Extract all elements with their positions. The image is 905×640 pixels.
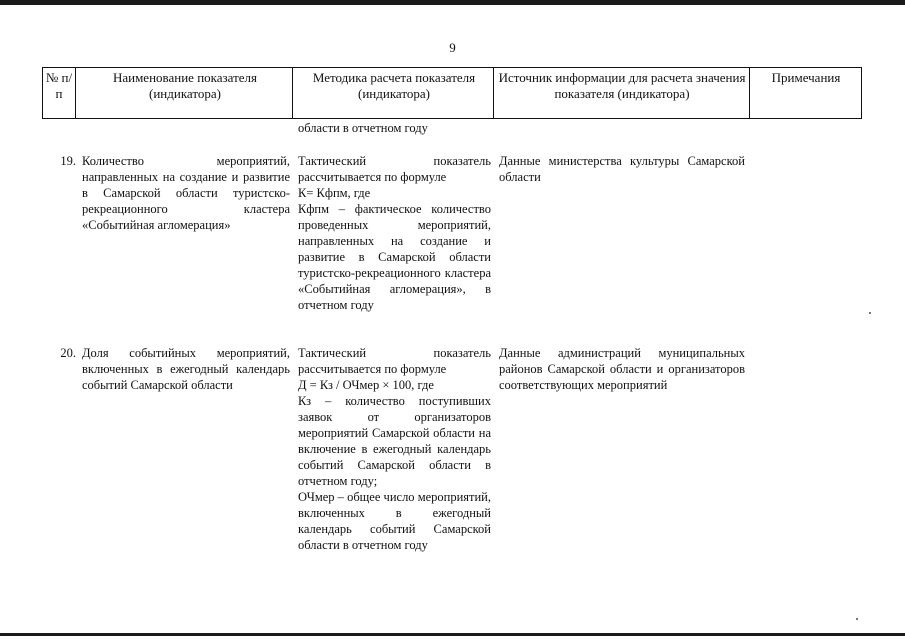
header-divider [749, 67, 750, 119]
indicator-name: Количество мероприятий, направленных на создание и развитие в Самарской области туристско-рекреационного кластера «Событийная агломерация» [82, 154, 290, 232]
method-line: Кфпм – фактическое количество проведенных мероприятий, направленных на создание и развитие в Самарской области туристско-рекреационного кластера «Событийная агломерация», в отчетном году [298, 202, 491, 312]
bottom-border [0, 633, 905, 636]
header-divider [493, 67, 494, 119]
scan-speck [856, 618, 858, 620]
top-border [0, 0, 905, 5]
method-line: ОЧмер – общее число мероприятий, включенных в ежегодный календарь событий Самарской области в отчетном году [298, 490, 491, 552]
continuation-text: области в отчетном году [298, 121, 428, 135]
header-col-name: Наименование показателя (индикатора) [112, 70, 258, 101]
method-line: Кз – количество поступивших заявок от организаторов мероприятий Самарской области на включение в ежегодный календарь событий Самарской области в отчетном году; [298, 394, 491, 488]
info-source: Данные министерства культуры Самарской области [499, 154, 745, 184]
method-line: Тактический показатель рассчитывается по формуле [298, 346, 491, 376]
row-number: 20. [60, 346, 76, 360]
calculation-method [298, 153, 491, 313]
info-source: Данные администраций муниципальных районов Самарской области и организаторов соответствующих мероприятий [499, 346, 745, 392]
header-divider [75, 67, 76, 119]
method-line: Тактический показатель рассчитывается по формуле [298, 154, 491, 184]
scan-speck [869, 312, 871, 314]
header-col-source: Источник информации для расчета значения показателя (индикатора) [498, 70, 746, 101]
calculation-method [298, 345, 491, 553]
header-divider [292, 67, 293, 119]
row-number: 19. [60, 154, 76, 168]
indicator-name: Доля событийных мероприятий, включенных в ежегодный календарь событий Самарской области [82, 346, 290, 392]
header-col-notes: Примечания [771, 70, 841, 85]
method-formula: К= Кфпм, где [298, 186, 371, 200]
header-col-num: № п/п [45, 70, 73, 101]
header-col-method: Методика расчета показателя (индикатора) [312, 70, 476, 101]
page-number: 9 [449, 40, 456, 55]
method-formula: Д = Кз / ОЧмер × 100, где [298, 378, 434, 392]
